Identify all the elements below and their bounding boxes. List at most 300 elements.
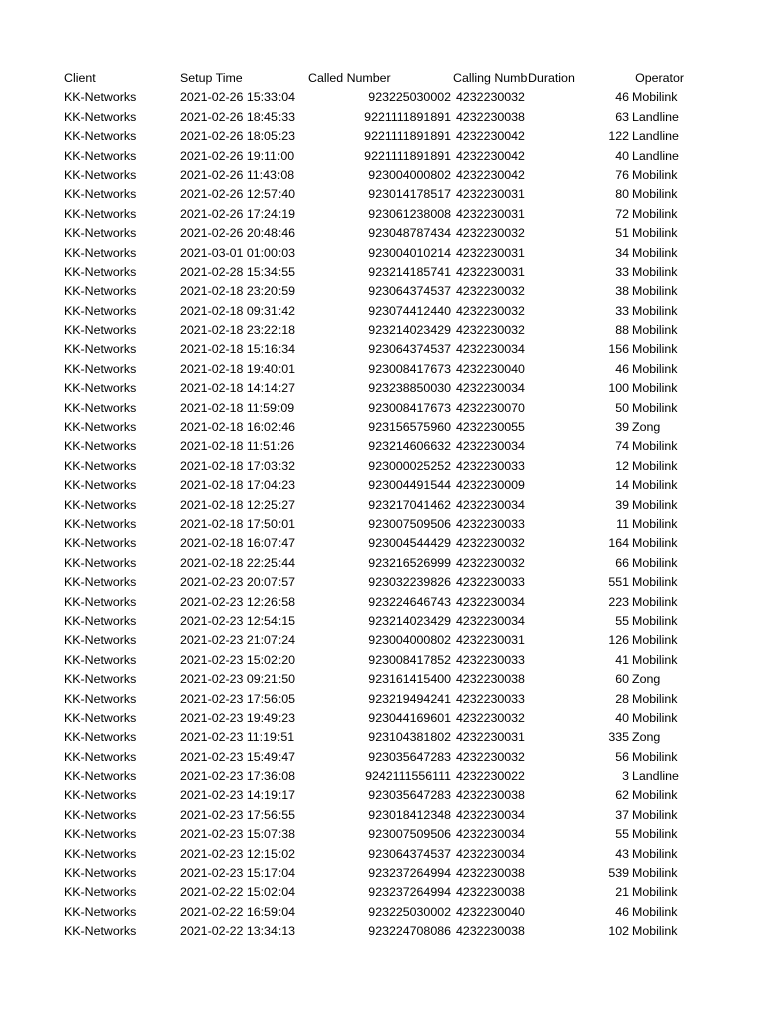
cell-calling-number: 4232230032	[456, 303, 525, 318]
cell-setup-time: 2021-02-23 12:15:02	[180, 846, 296, 861]
cell-setup-time: 2021-02-23 19:49:23	[180, 710, 296, 725]
cell-client: KK-Networks	[64, 439, 137, 454]
cell-called-number: 9221111891891	[364, 129, 451, 144]
cell-operator: Mobilink	[632, 342, 678, 357]
cell-calling-number: 4232230031	[456, 187, 525, 202]
cell-client: KK-Networks	[64, 885, 137, 900]
cell-duration: 126	[608, 633, 629, 648]
cell-client: KK-Networks	[64, 497, 137, 512]
cell-client: KK-Networks	[64, 652, 137, 667]
cell-operator: Mobilink	[632, 516, 678, 531]
cell-duration: 164	[608, 536, 629, 551]
cell-setup-time: 2021-02-18 19:40:01	[180, 361, 296, 376]
cell-duration: 63	[615, 109, 629, 124]
cell-called-number: 923214023429	[368, 323, 451, 338]
cell-operator: Mobilink	[632, 187, 678, 202]
table-row	[0, 534, 768, 553]
table-row	[0, 185, 768, 204]
cell-operator: Mobilink	[632, 788, 678, 803]
cell-calling-number: 4232230034	[456, 846, 525, 861]
cell-duration: 539	[608, 866, 629, 881]
cell-calling-number: 4232230033	[456, 516, 525, 531]
cell-client: KK-Networks	[64, 361, 137, 376]
cell-duration: 3	[622, 769, 629, 784]
cell-client: KK-Networks	[64, 769, 137, 784]
cell-calling-number: 4232230042	[456, 129, 525, 144]
cell-duration: 100	[608, 381, 629, 396]
cell-calling-number: 4232230034	[456, 497, 525, 512]
cell-setup-time: 2021-02-18 09:31:42	[180, 303, 296, 318]
cell-called-number: 923004544429	[368, 536, 451, 551]
header-client: Client	[64, 71, 96, 85]
table-header-row	[0, 69, 768, 88]
cell-calling-number: 4232230031	[456, 206, 525, 221]
cell-duration: 122	[608, 129, 629, 144]
cell-client: KK-Networks	[64, 478, 137, 493]
cell-calling-number: 4232230038	[456, 672, 525, 687]
table-row	[0, 786, 768, 805]
cell-called-number: 923225030002	[368, 90, 451, 105]
cell-duration: 41	[615, 652, 629, 667]
cell-calling-number: 4232230032	[456, 284, 525, 299]
cell-duration: 55	[615, 613, 629, 628]
cell-called-number: 923007509506	[368, 516, 451, 531]
cell-duration: 33	[615, 303, 629, 318]
table-row	[0, 845, 768, 864]
cell-operator: Mobilink	[632, 846, 678, 861]
cell-calling-number: 4232230032	[456, 555, 525, 570]
table-row	[0, 360, 768, 379]
cell-duration: 60	[615, 672, 629, 687]
cell-operator: Mobilink	[632, 575, 678, 590]
cell-called-number: 923161415400	[368, 672, 451, 687]
cell-called-number: 923224708086	[368, 924, 451, 939]
header-calling-number: Calling Numb	[453, 71, 528, 85]
cell-client: KK-Networks	[64, 904, 137, 919]
cell-called-number: 923214606632	[368, 439, 451, 454]
cell-operator: Mobilink	[632, 827, 678, 842]
cell-setup-time: 2021-02-26 19:11:00	[180, 148, 295, 163]
cell-duration: 51	[615, 226, 629, 241]
cell-called-number: 923004010214	[368, 245, 451, 260]
cell-operator: Landline	[632, 109, 679, 124]
cell-operator: Mobilink	[632, 400, 678, 415]
cell-setup-time: 2021-02-18 11:59:09	[180, 400, 295, 415]
cell-duration: 40	[615, 710, 629, 725]
cell-operator: Mobilink	[632, 226, 678, 241]
cell-client: KK-Networks	[64, 846, 137, 861]
table-row	[0, 244, 768, 263]
cell-client: KK-Networks	[64, 303, 137, 318]
cell-duration: 28	[615, 691, 629, 706]
cell-calling-number: 4232230009	[456, 478, 525, 493]
cell-operator: Mobilink	[632, 381, 678, 396]
cell-duration: 11	[616, 516, 629, 531]
cell-operator: Landline	[632, 129, 679, 144]
cell-setup-time: 2021-02-23 21:07:24	[180, 633, 296, 648]
cell-duration: 12	[615, 458, 629, 473]
cell-client: KK-Networks	[64, 866, 137, 881]
cell-setup-time: 2021-02-18 14:14:27	[180, 381, 296, 396]
header-duration: Duration	[528, 71, 575, 85]
cell-duration: 80	[615, 187, 629, 202]
cell-client: KK-Networks	[64, 730, 137, 745]
cell-client: KK-Networks	[64, 924, 137, 939]
cell-called-number: 923064374537	[368, 284, 451, 299]
cell-duration: 335	[608, 730, 629, 745]
cell-operator: Mobilink	[632, 691, 678, 706]
cell-operator: Mobilink	[632, 904, 678, 919]
cell-client: KK-Networks	[64, 109, 137, 124]
cell-setup-time: 2021-02-23 12:26:58	[180, 594, 296, 609]
cell-operator: Landline	[632, 769, 679, 784]
table-row	[0, 282, 768, 301]
cell-called-number: 923214185741	[368, 264, 451, 279]
cell-operator: Mobilink	[632, 924, 678, 939]
table-row	[0, 903, 768, 922]
table-row	[0, 690, 768, 709]
cell-duration: 223	[608, 594, 629, 609]
table-row	[0, 437, 768, 456]
cell-duration: 39	[615, 497, 629, 512]
table-row	[0, 883, 768, 902]
cell-operator: Mobilink	[632, 478, 678, 493]
cell-setup-time: 2021-02-18 17:03:32	[180, 458, 296, 473]
table-row	[0, 593, 768, 612]
cell-client: KK-Networks	[64, 226, 137, 241]
cell-called-number: 9221111891891	[364, 148, 451, 163]
cell-operator: Mobilink	[632, 284, 678, 299]
cell-called-number: 923224646743	[368, 594, 451, 609]
cell-setup-time: 2021-03-01 01:00:03	[180, 245, 296, 260]
table-body	[0, 88, 768, 941]
cell-operator: Mobilink	[632, 167, 678, 182]
cell-setup-time: 2021-02-23 09:21:50	[180, 672, 296, 687]
cell-setup-time: 2021-02-18 17:04:23	[180, 478, 296, 493]
cell-setup-time: 2021-02-26 15:33:04	[180, 90, 296, 105]
cell-setup-time: 2021-02-23 12:54:15	[180, 613, 296, 628]
cell-operator: Mobilink	[632, 245, 678, 260]
cell-called-number: 923032239826	[368, 575, 451, 590]
cell-setup-time: 2021-02-18 23:20:59	[180, 284, 296, 299]
cell-called-number: 923064374537	[368, 342, 451, 357]
cell-duration: 50	[615, 400, 629, 415]
cell-calling-number: 4232230033	[456, 458, 525, 473]
cell-calling-number: 4232230070	[456, 400, 525, 415]
cell-called-number: 923225030002	[368, 904, 451, 919]
cell-client: KK-Networks	[64, 187, 137, 202]
table-row	[0, 166, 768, 185]
table-row	[0, 224, 768, 243]
cell-calling-number: 4232230022	[456, 769, 525, 784]
cell-called-number: 923004000802	[368, 167, 451, 182]
table-row	[0, 399, 768, 418]
cell-called-number: 923074412440	[368, 303, 451, 318]
table-row	[0, 418, 768, 437]
table-row	[0, 573, 768, 592]
cell-operator: Landline	[632, 148, 679, 163]
table-row	[0, 379, 768, 398]
cell-calling-number: 4232230032	[456, 536, 525, 551]
call-records-table	[0, 69, 768, 942]
cell-called-number: 923000025252	[368, 458, 451, 473]
cell-client: KK-Networks	[64, 129, 137, 144]
cell-client: KK-Networks	[64, 555, 137, 570]
table-row	[0, 612, 768, 631]
cell-setup-time: 2021-02-18 12:25:27	[180, 497, 296, 512]
cell-setup-time: 2021-02-23 14:19:17	[180, 788, 296, 803]
table-row	[0, 554, 768, 573]
header-setup-time: Setup Time	[180, 71, 243, 85]
cell-calling-number: 4232230033	[456, 575, 525, 590]
cell-calling-number: 4232230034	[456, 381, 525, 396]
cell-operator: Zong	[632, 672, 661, 687]
cell-called-number: 923044169601	[368, 710, 451, 725]
cell-operator: Mobilink	[632, 458, 678, 473]
table-row	[0, 321, 768, 340]
table-row	[0, 651, 768, 670]
cell-called-number: 923214023429	[368, 613, 451, 628]
cell-client: KK-Networks	[64, 264, 137, 279]
cell-calling-number: 4232230032	[456, 226, 525, 241]
cell-client: KK-Networks	[64, 420, 137, 435]
cell-setup-time: 2021-02-23 15:17:04	[180, 866, 296, 881]
cell-duration: 102	[608, 924, 629, 939]
cell-called-number: 923007509506	[368, 827, 451, 842]
cell-client: KK-Networks	[64, 749, 137, 764]
cell-calling-number: 4232230038	[456, 788, 525, 803]
table-row	[0, 457, 768, 476]
cell-setup-time: 2021-02-23 20:07:57	[180, 575, 296, 590]
cell-calling-number: 4232230033	[456, 652, 525, 667]
table-row	[0, 631, 768, 650]
cell-calling-number: 4232230042	[456, 148, 525, 163]
table-row	[0, 127, 768, 146]
cell-client: KK-Networks	[64, 575, 137, 590]
table-row	[0, 767, 768, 786]
cell-operator: Mobilink	[632, 264, 678, 279]
cell-calling-number: 4232230040	[456, 361, 525, 376]
cell-called-number: 923216526999	[368, 555, 451, 570]
cell-client: KK-Networks	[64, 245, 137, 260]
cell-operator: Mobilink	[632, 536, 678, 551]
cell-operator: Zong	[632, 420, 661, 435]
cell-client: KK-Networks	[64, 633, 137, 648]
cell-duration: 72	[615, 206, 629, 221]
cell-calling-number: 4232230040	[456, 904, 525, 919]
cell-operator: Mobilink	[632, 361, 678, 376]
cell-calling-number: 4232230034	[456, 439, 525, 454]
cell-calling-number: 4232230033	[456, 691, 525, 706]
cell-called-number: 923014178517	[368, 187, 451, 202]
cell-called-number: 923219494241	[368, 691, 451, 706]
cell-called-number: 923156575960	[368, 420, 451, 435]
cell-setup-time: 2021-02-23 17:56:05	[180, 691, 296, 706]
cell-calling-number: 4232230032	[456, 710, 525, 725]
cell-setup-time: 2021-02-28 15:34:55	[180, 264, 296, 279]
cell-called-number: 923104381802	[368, 730, 451, 745]
cell-setup-time: 2021-02-22 13:34:13	[180, 924, 296, 939]
cell-called-number: 923004000802	[368, 633, 451, 648]
cell-client: KK-Networks	[64, 827, 137, 842]
cell-calling-number: 4232230032	[456, 749, 525, 764]
cell-operator: Zong	[632, 730, 661, 745]
cell-calling-number: 4232230034	[456, 594, 525, 609]
cell-calling-number: 4232230038	[456, 109, 525, 124]
cell-client: KK-Networks	[64, 807, 137, 822]
cell-called-number: 923008417673	[368, 361, 451, 376]
cell-operator: Mobilink	[632, 303, 678, 318]
cell-client: KK-Networks	[64, 167, 137, 182]
cell-called-number: 923008417852	[368, 652, 451, 667]
cell-duration: 21	[615, 885, 629, 900]
cell-client: KK-Networks	[64, 710, 137, 725]
cell-calling-number: 4232230032	[456, 90, 525, 105]
cell-calling-number: 4232230032	[456, 323, 525, 338]
cell-called-number: 9221111891891	[364, 109, 451, 124]
table-row	[0, 476, 768, 495]
cell-setup-time: 2021-02-26 20:48:46	[180, 226, 296, 241]
cell-duration: 38	[615, 284, 629, 299]
cell-client: KK-Networks	[64, 788, 137, 803]
cell-client: KK-Networks	[64, 516, 137, 531]
cell-duration: 74	[615, 439, 629, 454]
cell-client: KK-Networks	[64, 323, 137, 338]
cell-called-number: 923035647283	[368, 749, 451, 764]
cell-called-number: 923237264994	[368, 885, 451, 900]
cell-calling-number: 4232230038	[456, 866, 525, 881]
table-row	[0, 806, 768, 825]
cell-client: KK-Networks	[64, 691, 137, 706]
cell-operator: Mobilink	[632, 613, 678, 628]
cell-setup-time: 2021-02-23 15:49:47	[180, 749, 296, 764]
table-row	[0, 108, 768, 127]
cell-setup-time: 2021-02-26 11:43:08	[180, 167, 295, 182]
cell-duration: 34	[615, 245, 629, 260]
cell-duration: 88	[615, 323, 629, 338]
cell-operator: Mobilink	[632, 497, 678, 512]
cell-duration: 33	[615, 264, 629, 279]
cell-calling-number: 4232230038	[456, 885, 525, 900]
cell-setup-time: 2021-02-23 15:07:38	[180, 827, 296, 842]
cell-called-number: 923048787434	[368, 226, 451, 241]
cell-duration: 46	[615, 361, 629, 376]
cell-operator: Mobilink	[632, 885, 678, 900]
cell-client: KK-Networks	[64, 206, 137, 221]
table-row	[0, 709, 768, 728]
cell-duration: 76	[615, 167, 629, 182]
header-called-number: Called Number	[308, 71, 391, 85]
cell-called-number: 923237264994	[368, 866, 451, 881]
cell-called-number: 923035647283	[368, 788, 451, 803]
cell-duration: 46	[615, 904, 629, 919]
cell-called-number: 9242111556111	[365, 769, 451, 784]
table-row	[0, 748, 768, 767]
cell-client: KK-Networks	[64, 284, 137, 299]
cell-operator: Mobilink	[632, 749, 678, 764]
cell-called-number: 923217041462	[368, 497, 451, 512]
cell-duration: 14	[615, 478, 629, 493]
cell-called-number: 923018412348	[368, 807, 451, 822]
cell-setup-time: 2021-02-26 12:57:40	[180, 187, 296, 202]
cell-setup-time: 2021-02-18 17:50:01	[180, 516, 296, 531]
cell-operator: Mobilink	[632, 594, 678, 609]
table-row	[0, 263, 768, 282]
cell-called-number: 923004491544	[368, 478, 451, 493]
cell-called-number: 923238850030	[368, 381, 451, 396]
cell-duration: 156	[608, 342, 629, 357]
table-row	[0, 496, 768, 515]
cell-operator: Mobilink	[632, 323, 678, 338]
table-row	[0, 825, 768, 844]
cell-called-number: 923064374537	[368, 846, 451, 861]
table-row	[0, 88, 768, 107]
cell-duration: 40	[615, 148, 629, 163]
cell-operator: Mobilink	[632, 807, 678, 822]
cell-operator: Mobilink	[632, 555, 678, 570]
cell-duration: 551	[608, 575, 629, 590]
cell-setup-time: 2021-02-26 17:24:19	[180, 206, 296, 221]
cell-setup-time: 2021-02-23 11:19:51	[180, 730, 295, 745]
table-row	[0, 515, 768, 534]
cell-setup-time: 2021-02-18 11:51:26	[180, 439, 295, 454]
cell-client: KK-Networks	[64, 381, 137, 396]
cell-duration: 37	[615, 807, 629, 822]
cell-duration: 55	[615, 827, 629, 842]
header-operator: Operator	[635, 71, 684, 85]
cell-client: KK-Networks	[64, 342, 137, 357]
table-row	[0, 864, 768, 883]
cell-calling-number: 4232230042	[456, 167, 525, 182]
table-row	[0, 922, 768, 941]
cell-setup-time: 2021-02-18 16:07:47	[180, 536, 296, 551]
cell-setup-time: 2021-02-18 22:25:44	[180, 555, 296, 570]
cell-duration: 66	[615, 555, 629, 570]
table-row	[0, 205, 768, 224]
table-row	[0, 302, 768, 321]
cell-duration: 46	[615, 90, 629, 105]
cell-calling-number: 4232230031	[456, 264, 525, 279]
cell-duration: 56	[615, 749, 629, 764]
cell-setup-time: 2021-02-26 18:45:33	[180, 109, 296, 124]
cell-calling-number: 4232230034	[456, 827, 525, 842]
cell-operator: Mobilink	[632, 652, 678, 667]
cell-operator: Mobilink	[632, 866, 678, 881]
cell-client: KK-Networks	[64, 613, 137, 628]
cell-duration: 39	[615, 420, 629, 435]
cell-setup-time: 2021-02-18 23:22:18	[180, 323, 296, 338]
cell-operator: Mobilink	[632, 439, 678, 454]
cell-client: KK-Networks	[64, 672, 137, 687]
cell-operator: Mobilink	[632, 710, 678, 725]
cell-client: KK-Networks	[64, 458, 137, 473]
table-row	[0, 147, 768, 166]
cell-called-number: 923061238008	[368, 206, 451, 221]
cell-calling-number: 4232230031	[456, 245, 525, 260]
cell-calling-number: 4232230055	[456, 420, 525, 435]
cell-calling-number: 4232230034	[456, 613, 525, 628]
cell-calling-number: 4232230034	[456, 807, 525, 822]
cell-setup-time: 2021-02-18 15:16:34	[180, 342, 296, 357]
cell-setup-time: 2021-02-23 17:36:08	[180, 769, 296, 784]
cell-operator: Mobilink	[632, 633, 678, 648]
cell-setup-time: 2021-02-22 16:59:04	[180, 904, 296, 919]
cell-setup-time: 2021-02-23 17:56:55	[180, 807, 296, 822]
cell-calling-number: 4232230031	[456, 730, 525, 745]
cell-calling-number: 4232230038	[456, 924, 525, 939]
cell-client: KK-Networks	[64, 536, 137, 551]
cell-duration: 43	[615, 846, 629, 861]
